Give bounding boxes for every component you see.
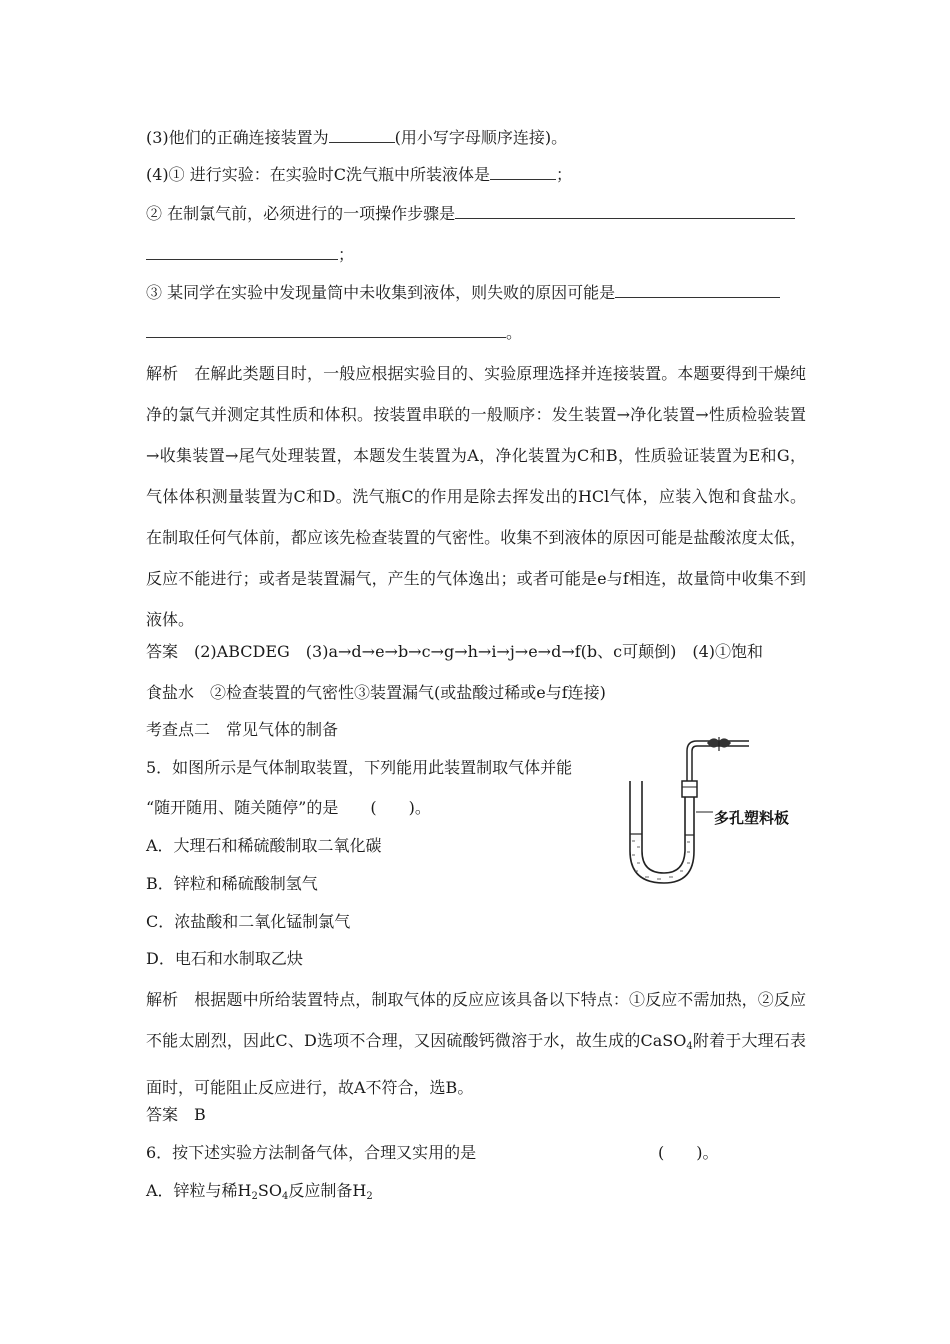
q5-stem-line2: “随开随用、随关随停”的是 ( )。 [146, 798, 431, 817]
answer-blank[interactable] [490, 165, 556, 180]
q6-answer-blank[interactable]: ( )。 [658, 1143, 719, 1162]
answer-blank[interactable] [146, 245, 338, 260]
section-heading: 考查点二 常见气体的制备 [146, 720, 339, 739]
q6-option-a: A．锌粒与稀$H_2SO_4$反应制备$H_2$ [146, 1181, 373, 1202]
q5-option-b: B．锌粒和稀硫酸制氢气 [146, 874, 318, 893]
q5-answer: 答案 B [146, 1105, 206, 1124]
q5-option-c: C．浓盐酸和二氧化锰制氯气 [146, 912, 351, 931]
q5-option-d: D．电石和水制取乙炔 [146, 949, 303, 968]
q6-stem: 6．按下述实验方法制备气体，合理又实用的是 [146, 1143, 477, 1162]
answer-blank[interactable] [455, 204, 795, 219]
q5-analysis: 解析 根据题中所给装置特点，制取气体的反应应该具备以下特点：①反应不需加热，②反应不能太剧烈，因此C、D选项不合理，又因硫酸钙微溶于水，故生成的CaSO$_4$附着于大理石表面时，可能阻止反应进行，故A不符合，选B。 [146, 990, 806, 1097]
q4-2-line: ② 在制氯气前，必须进行的一项操作步骤是 [146, 203, 795, 225]
q4-3-line: ③ 某同学在实验中发现量筒中未收集到液体，则失败的原因可能是 [146, 282, 780, 304]
q4-answer-line2: 食盐水 ②检查装置的气密性③装置漏气(或盐酸过稀或e与f连接) [146, 683, 606, 702]
q4-answer-line1: 答案 (2)ABCDEG (3)a→d→e→b→c→g→h→i→j→e→d→f(b、c可颠倒) (4)①饱和 [146, 642, 764, 661]
porous-plate-label: 多孔塑料板 [714, 810, 790, 827]
answer-blank[interactable] [329, 128, 395, 143]
answer-blank[interactable] [146, 323, 506, 338]
u-tube-apparatus-figure [625, 737, 815, 887]
q5-stem-line1: 5．如图所示是气体制取装置，下列能用此装置制取气体并能 [146, 758, 573, 777]
answer-blank[interactable] [615, 283, 780, 298]
q4-1-line: (4)① 进行实验：在实验时C洗气瓶中所装液体是 ； [146, 165, 573, 184]
q4-2-line-cont: ； [146, 244, 354, 266]
q3-fill-line: (3)他们的正确连接装置为 (用小写字母顺序连接)。 [146, 128, 568, 147]
q5-option-a: A．大理石和稀硫酸制取二氧化碳 [146, 836, 382, 855]
q4-analysis: 解析 在解此类题目时，一般应根据实验目的、实验原理选择并连接装置。本题要得到干燥纯净的氯气并测定其性质和体积。按装置串联的一般顺序：发生装置→净化装置→性质检验装置→收集装置→尾气处理装置，本题发生装置为A，净化装置为C和B，性质验证装置为E和G，气体体积测量装置为C和D。洗气瓶C的作用是除去挥发出的HCl气体，应装入饱和食盐水。在制取任何气体前，都应该先检查装置的气密性。收集不到液体的原因可能是盐酸浓度太低，反应不能进行；或者是装置漏气，产生的气体逸出；或者可能是e与f相连，故量筒中收集不到液体。 [146, 364, 806, 629]
rubber-stopper [682, 781, 697, 797]
delivery-tube [687, 741, 749, 781]
tube-clamp-icon [707, 737, 731, 751]
q4-3-line-cont: 。 [146, 322, 522, 344]
u-tube-inner-wall [642, 781, 685, 873]
